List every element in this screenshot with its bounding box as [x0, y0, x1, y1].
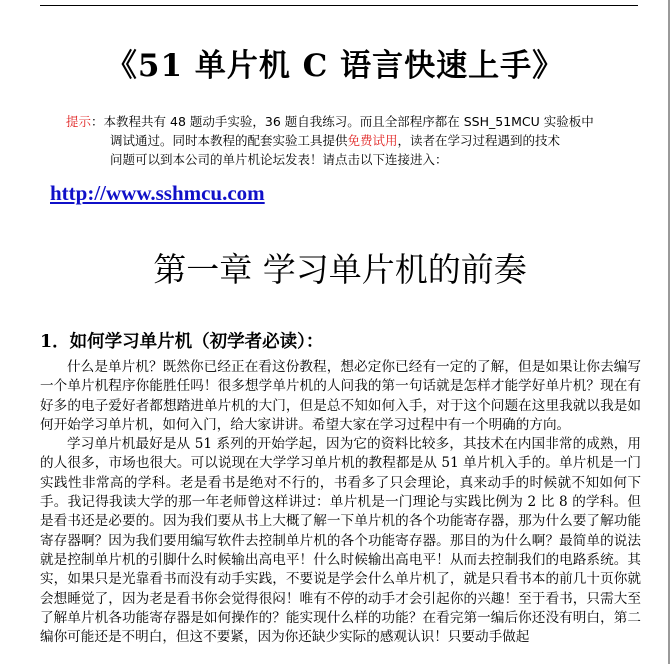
chapter-title: 第一章 学习单片机的前奏	[153, 250, 527, 289]
body-text	[40, 358, 641, 647]
tip-line-2-post: ，读者在学习过程遇到的技术	[397, 133, 561, 148]
tip-block	[66, 112, 646, 169]
tip-line-3: 问题可以到本公司的单片机论坛发表！请点击以下连接进入：	[110, 152, 448, 167]
section-title: 1．如何学习单片机（初学者必读）：	[40, 332, 324, 352]
tip-line-2-pre: 调试通过。同时本教程的配套实验工具提供	[110, 133, 348, 148]
paragraph-1: 什么是单片机？既然你已经正在看这份教程，想必定你已经有一定的了解，但是如果让你去编写一个单片机程序你能胜任吗！很多想学单片机的人问我的第一句话就是怎样才能学好单片机？现在有好多的电子爱好者都想踏进单片机的大门，但是总不知如何入手，对于这个问题在这里我就以我是如何开始学习单片机，如何入门，给大家讲讲。希望大家在学习过程中有一个明确的方向。	[40, 359, 641, 433]
tip-label: 提示	[66, 114, 92, 129]
website-link[interactable]: http://www.sshmcu.com	[50, 181, 265, 205]
document-title: 《51 单片机 C 语言快速上手》	[105, 48, 565, 84]
free-trial-highlight: 免费试用	[347, 133, 398, 148]
tip-line-2	[66, 131, 646, 150]
tip-line-1: ：本教程共有 48 题动手实验，36 题自我练习。而且全部程序都在 SSH_51MCU 实验板中	[91, 114, 594, 129]
paragraph-2: 学习单片机最好是从 51 系列的开始学起，因为它的资料比较多，其技术在内国非常的成熟，用的人很多，市场也很大。可以说现在大学学习单片机的教程都是从 51 单片机入手的。单片机是一门实践性非常高的学科。老是看书是绝对不行的，书看多了只会理论，真来动手的时候就不知如何下手。我记得我读大学的那一年老师曾这样讲过：单片机是一门理论与实践比例为 2 比 8 的学科。但是看书还是必要的。因为我们要从书上大概了解一下单片机的各个功能寄存器，那为什么要了解功能寄存器啊？因为我们要用编写软件去控制单片机的各个功能寄存器。那目的为什么啊？最简单的说法就是控制单片机的引脚什么时候输出高电平！什么时候输出高电平！从而去控制我们的电路系统。其实，如果只是光靠看书而没有动手实践，不要说是学会什么单片机了，就是只看书本的前几十页你就会想睡觉了，因为老是看书你会觉得很闷！唯有不停的动手才会引起你的兴趣！至于看书，只需大至了解单片机各功能寄存器是如何操作的？能实现什么样的功能？在看完第一编后你还没有明白，第二编你可能还是不明白，但这不要紧，因为你还缺少实际的感观认识！只要动手做起	[40, 436, 641, 646]
header-rule	[40, 5, 638, 6]
